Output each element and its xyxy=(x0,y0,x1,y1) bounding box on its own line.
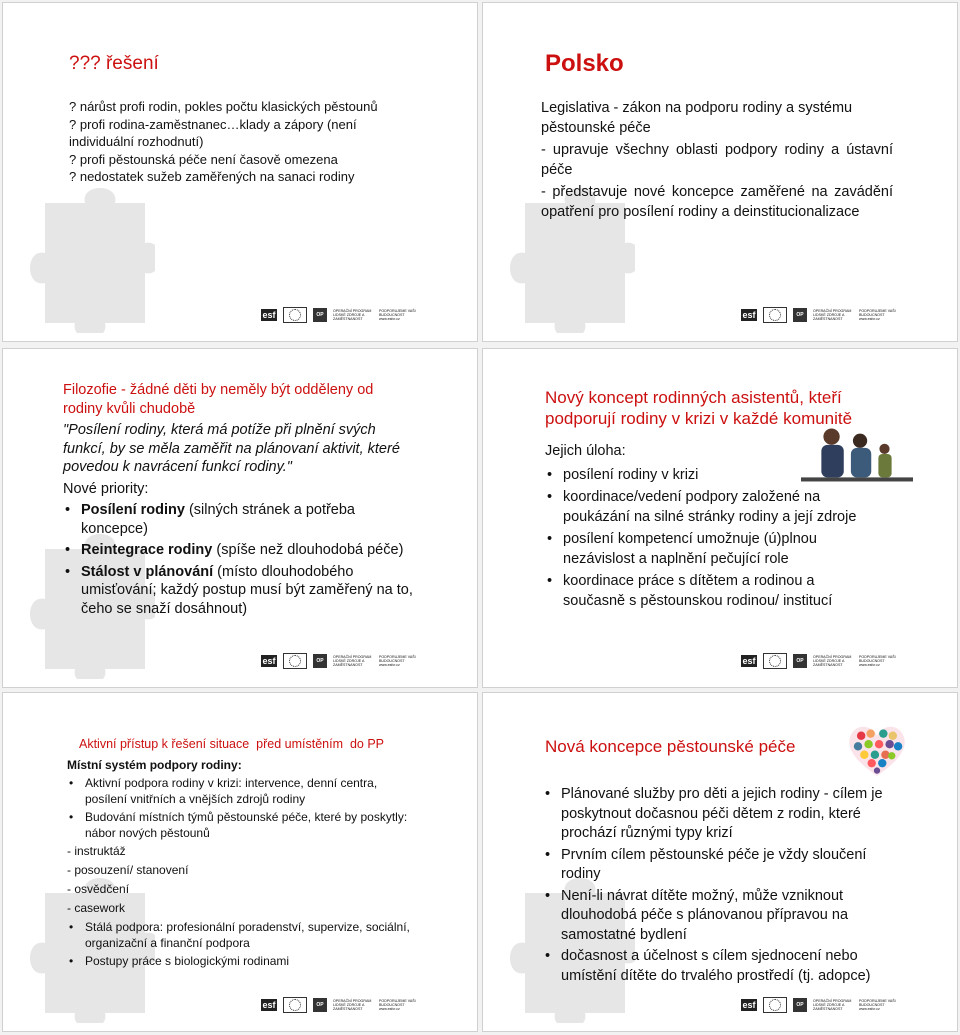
list-item: • Budování místních týmů pěstounské péče, které by poskytly: nábor nových pěstounů xyxy=(67,809,417,841)
dash-item: - osvědčení xyxy=(67,882,130,896)
bullets-b xyxy=(67,919,417,969)
slide-body xyxy=(541,99,893,222)
list-item: • Plánované služby pro děti a jejich rodiny - cílem je poskytnout dočasnou péči dětem z rodin, které prochází různými typy krizí xyxy=(543,785,893,844)
tasks-label: Jejich úloha: xyxy=(545,443,626,459)
esf-logo: esf xyxy=(742,310,756,320)
item-bold: Reintegrace rodiny xyxy=(81,542,213,558)
slide-title: Nový koncept rodinných asistentů, kteří podporují rodiny v krizi v každé komunitě xyxy=(545,388,853,428)
program-text: OPERAČNÍ PROGRAM LIDSKÉ ZDROJE A ZAMĚSTNANOST xyxy=(813,999,852,1011)
eu-flag-icon xyxy=(763,653,787,669)
slide-heading: Filozofie - žádné děti by neměly být odděleny od rodiny kvůli chudobě xyxy=(63,382,374,417)
footer-logos xyxy=(261,653,419,669)
text-line: ? profi rodina-zaměstnanec…klady a zápory (není individuální rozhodnutí) xyxy=(69,116,357,149)
eu-flag-icon xyxy=(283,653,307,669)
op-logo: OP xyxy=(313,654,327,668)
priorities-list xyxy=(63,501,413,618)
list-item: • Stálá podpora: profesionální poradenství, supervize, sociální, organizační a finanční podpora xyxy=(67,919,417,951)
text-line: ? nedostatek sužeb zaměřených na sanaci rodiny xyxy=(69,169,355,184)
program-text: OPERAČNÍ PROGRAM LIDSKÉ ZDROJE A ZAMĚSTNANOST xyxy=(333,655,372,667)
slide-3 xyxy=(2,348,478,688)
support-text: PODPORUJEME VAŠI BUDOUCNOST www.esfcr.cz xyxy=(859,999,896,1011)
support-text: PODPORUJEME VAŠI BUDOUCNOST www.esfcr.cz xyxy=(859,655,896,667)
support-text: PODPORUJEME VAŠI BUDOUCNOST www.esfcr.cz xyxy=(859,309,896,321)
support-text: PODPORUJEME VAŠI BUDOUCNOST www.esfcr.cz xyxy=(379,309,416,321)
priorities-label: Nové priority: xyxy=(63,480,149,497)
esf-logo: esf xyxy=(262,310,276,320)
op-logo: OP xyxy=(793,998,807,1012)
footer-logos xyxy=(741,307,899,323)
list-item: • Není-li návrat dítěte možný, může vzniknout dlouhodobá péče s plánovanou přípravou na samostatné bydlení xyxy=(543,887,893,946)
text-line: Legislativa - zákon na podporu rodiny a systému pěstounské péče xyxy=(541,100,853,136)
dash-item: - instruktáž xyxy=(67,844,126,858)
list-item xyxy=(63,563,413,619)
text-line: - upravuje všechny oblasti podpory rodiny a ústavní péče xyxy=(541,142,893,178)
esf-logo: esf xyxy=(742,1000,756,1010)
list-item: • koordinace práce s dítětem a rodinou a současně s pěstounskou rodinou/ institucí xyxy=(545,571,865,611)
footer-logos xyxy=(261,307,419,323)
support-text: PODPORUJEME VAŠI BUDOUCNOST www.esfcr.cz xyxy=(379,999,416,1011)
puzzle-icon xyxy=(25,183,155,333)
slide-title: ??? řešení xyxy=(69,53,159,74)
list-item: • Postupy práce s biologickými rodinami xyxy=(67,953,417,969)
eu-flag-icon xyxy=(763,997,787,1013)
slide-title: Polsko xyxy=(545,50,624,77)
eu-flag-icon xyxy=(283,307,307,323)
item-text: (místo dlouhodobého umisťování; každý postup musí být zaměřený na to, čeho se snaží dosáhnout) xyxy=(81,563,413,617)
list-item: • posílení kompetencí umožnuje (ú)plnou nezávislost a naplnění pečující role xyxy=(545,529,865,569)
eu-flag-icon xyxy=(283,997,307,1013)
slide-title: Aktivní přístup k řešení situace před umístěním do PP xyxy=(79,737,384,751)
concept-list xyxy=(543,785,893,986)
program-text: OPERAČNÍ PROGRAM LIDSKÉ ZDROJE A ZAMĚSTNANOST xyxy=(333,999,372,1011)
slide-4 xyxy=(482,348,958,688)
list-item xyxy=(63,541,413,560)
program-text: OPERAČNÍ PROGRAM LIDSKÉ ZDROJE A ZAMĚSTNANOST xyxy=(813,309,852,321)
support-text: PODPORUJEME VAŠI BUDOUCNOST www.esfcr.cz xyxy=(379,655,416,667)
program-text: OPERAČNÍ PROGRAM LIDSKÉ ZDROJE A ZAMĚSTNANOST xyxy=(333,309,372,321)
slide-2 xyxy=(482,2,958,342)
item-text: (silných stránek a potřeba koncepce) xyxy=(81,502,355,537)
slide-subtitle: Místní systém podpory rodiny: xyxy=(67,758,242,772)
list-item: • dočasnost a účelnost s cílem sjednocení nebo umístění dítěte do trvalého prostředí (tj. adopce) xyxy=(543,947,893,986)
tasks-list xyxy=(545,465,865,611)
esf-logo: esf xyxy=(742,656,756,666)
quote: "Posílení rodiny, která má potíže při plnění svých funkcí, by se měla zaměřit na plánovaní aktivit, které povedou k navrácení funkcí rodiny." xyxy=(63,422,400,475)
slide-1 xyxy=(2,2,478,342)
item-bold: Posílení rodiny xyxy=(81,502,185,518)
text-line: ? profi pěstounská péče není časově omezena xyxy=(69,151,338,167)
op-logo: OP xyxy=(793,654,807,668)
esf-logo: esf xyxy=(262,1000,276,1010)
slide-title: Nová koncepce pěstounské péče xyxy=(545,737,796,756)
slide-body xyxy=(69,98,379,186)
dash-item: - casework xyxy=(67,901,126,915)
heart-hands-image xyxy=(845,721,909,779)
slide-body xyxy=(63,381,413,618)
list-item: • posílení rodiny v krizi xyxy=(545,465,865,485)
list-item: • Prvním cílem pěstounské péče je vždy sloučení rodiny xyxy=(543,846,893,885)
footer-logos xyxy=(261,997,419,1013)
text-line: ? nárůst profi rodin, pokles počtu klasických pěstounů xyxy=(69,99,378,114)
list-item: • Aktivní podpora rodiny v krizi: intervence, denní centra, posílení vnitřních a vnějších zdrojů rodiny xyxy=(67,775,417,807)
text-line: - představuje nové koncepce zaměřené na zavádění opatření pro posílení rodiny a deinstitucionalizace xyxy=(541,184,893,220)
footer-logos xyxy=(741,997,899,1013)
list-item: • koordinace/vedení podpory založené na poukázání na silné stránky rodiny a její zdroje xyxy=(545,487,865,527)
op-logo: OP xyxy=(313,308,327,322)
item-bold: Stálost v plánování xyxy=(81,563,214,580)
dash-item: - posouzení/ stanovení xyxy=(67,863,189,877)
footer-logos xyxy=(741,653,899,669)
eu-flag-icon xyxy=(763,307,787,323)
esf-logo: esf xyxy=(262,656,276,666)
slide-5 xyxy=(2,692,478,1032)
slide-6 xyxy=(482,692,958,1032)
list-item xyxy=(63,501,413,538)
bullets-a xyxy=(67,775,417,841)
op-logo: OP xyxy=(793,308,807,322)
slide-body xyxy=(67,757,417,969)
op-logo: OP xyxy=(313,998,327,1012)
item-text: (spíše než dlouhodobá péče) xyxy=(212,542,404,558)
program-text: OPERAČNÍ PROGRAM LIDSKÉ ZDROJE A ZAMĚSTNANOST xyxy=(813,655,852,667)
